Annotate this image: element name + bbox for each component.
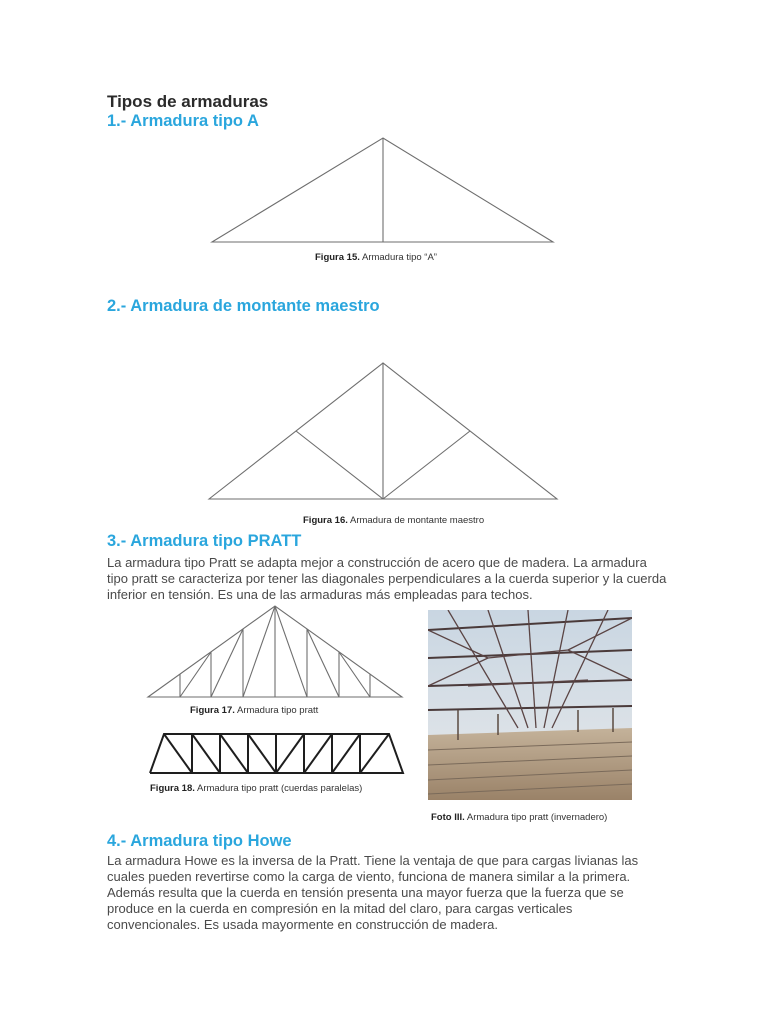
figure-15-caption: Figura 15. Armadura tipo “A”: [315, 252, 437, 263]
figure-17-caption: Figura 17. Armadura tipo pratt: [190, 705, 319, 716]
section-heading-1: 1.- Armadura tipo A: [107, 112, 259, 130]
photo-caption: Foto III. Armadura tipo pratt (invernadero): [431, 812, 608, 823]
section-heading-4: 4.- Armadura tipo Howe: [107, 832, 292, 850]
section-4-paragraph: La armadura Howe es la inversa de la Pratt. Tiene la ventaja de que para cargas livianas las cuales pueden revertirse como la carga de viento, funciona de manera similar a la primera. Además resulta que la cuerda en tensión presenta una mayor fuerza que la fuerza que se produce en la cuerda en compresión en la mitad del claro, para cargas verticales convencionales. Es usada mayormente en construcción de madera.: [107, 853, 639, 932]
document-title: Tipos de armaduras: [107, 92, 269, 111]
section-heading-2: 2.- Armadura de montante maestro: [107, 297, 380, 315]
section-heading-3: 3.- Armadura tipo PRATT: [107, 532, 302, 550]
section-3-paragraph: La armadura tipo Pratt se adapta mejor a construcción de acero que de madera. La armadura tipo pratt se caracteriza por tener las diagonales perpendiculares a la cuerda superior y la cuerda inferior en tensión. Es una de las armaduras más empleadas para techos.: [107, 555, 667, 602]
figure-16-caption: Figura 16. Armadura de montante maestro: [303, 515, 485, 526]
greenhouse-photo: [428, 610, 632, 800]
figure-18-caption: Figura 18. Armadura tipo pratt (cuerdas paralelas): [150, 783, 363, 794]
